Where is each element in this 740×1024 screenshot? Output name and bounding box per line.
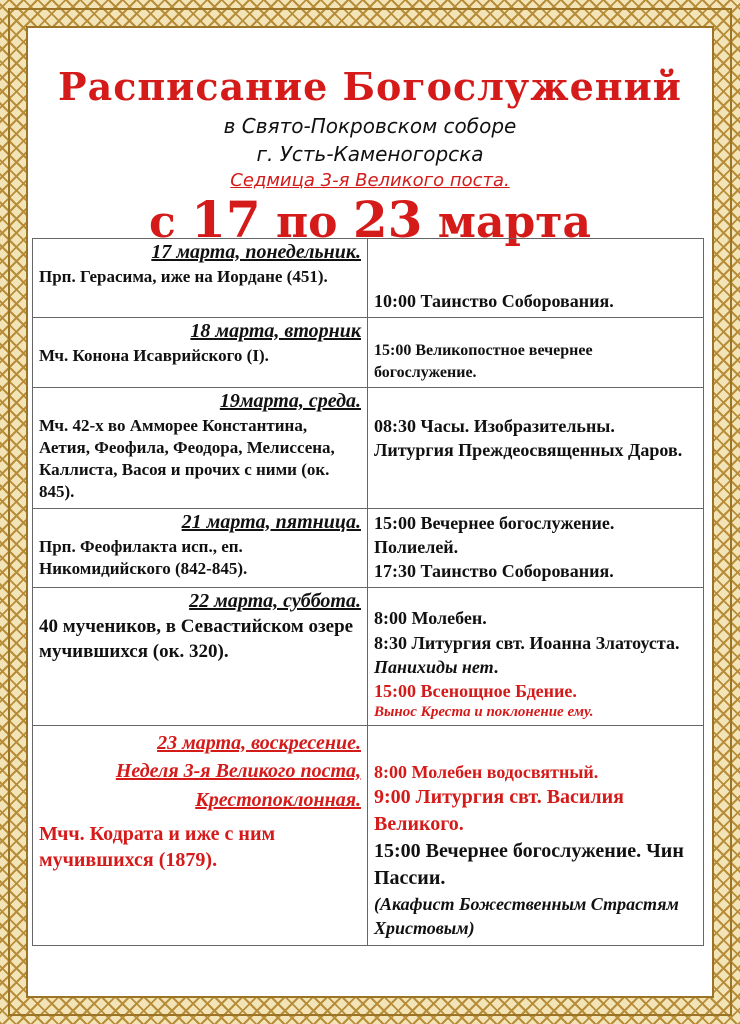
service-line: 15:00 Вечернее богослужение. Полиелей. [374, 512, 615, 557]
schedule-table [32, 238, 704, 946]
day-cell [33, 725, 368, 945]
service-line: Литургия Преждеосвященных Даров. [374, 440, 683, 461]
service-note: Вынос Креста и поклонение ему. [374, 703, 594, 720]
day-cell [33, 588, 368, 725]
service-line: 15:00 Всенощное Бдение. [374, 681, 577, 702]
day-label: 22 марта, суббота. [189, 590, 361, 613]
service-line: 8:00 Молебен водосвятный. [374, 761, 599, 782]
service-cell [368, 508, 704, 588]
service-line: 15:00 Великопостное вечернее богослужение. [374, 342, 593, 381]
week-heading: Седмица 3-я Великого поста. [230, 170, 510, 191]
no-panikhida-text: Панихиды нет [374, 657, 494, 678]
service-line: 10:00 Таинство Соборования. [374, 290, 614, 311]
day-label: 19марта, среда. [219, 390, 361, 413]
saint-commemoration: Мч. 42-х во Амморее Константина, Аетия, Феофила, Феодора, Мелиссена, Каллиста, Васоя и прочих с ними (ок. 845). [39, 416, 335, 502]
schedule-row [33, 588, 704, 725]
day-label: 23 марта, воскресение. [157, 731, 361, 754]
schedule-row [33, 725, 704, 945]
date-from: 17 [191, 190, 261, 249]
schedule-row [33, 239, 704, 318]
page-title: Расписание Богослужений [58, 64, 682, 109]
date-prefix: с [148, 197, 192, 248]
saint-commemoration: Мчч. Кодрата и иже с ним мучившихся (1879). [39, 822, 276, 871]
saint-commemoration: Прп. Феофилакта исп., еп. Никомидийского (842-845). [39, 536, 248, 578]
service-line [374, 631, 697, 680]
day-cell [33, 508, 368, 588]
saint-commemoration: Прп. Герасима, иже на Иордане (451). [39, 267, 328, 286]
service-line: 9:00 Литургия свт. Василия Великого. [374, 785, 624, 835]
service-cell [368, 588, 704, 725]
period-text: . [493, 657, 499, 678]
week-label: Неделя 3-я Великого поста, Крестопоклонная. [115, 759, 361, 811]
day-label: 17 марта, понедельник. [151, 241, 361, 263]
service-note: (Акафист Божественным Страстям Христовым) [374, 893, 679, 939]
day-cell [33, 239, 368, 318]
poster-content [26, 26, 714, 998]
date-month: марта [422, 197, 592, 248]
schedule-row [33, 388, 704, 508]
liturgy-text: 8:30 Литургия свт. Иоанна Златоуста. [374, 632, 680, 653]
service-cell [368, 239, 704, 318]
service-line: 15:00 Вечернее богослужение. Чин Пассии. [374, 839, 684, 889]
service-cell [368, 725, 704, 945]
service-line: 08:30 Часы. Изобразительны. [374, 416, 615, 437]
service-line: 17:30 Таинство Соборования. [374, 561, 614, 582]
church-name: в Свято-Покровском соборе [223, 114, 517, 138]
saint-commemoration: 40 мучеников, в Севастийском озере мучившихся (ок. 320). [39, 616, 354, 663]
day-cell [33, 388, 368, 508]
service-cell [368, 318, 704, 388]
service-cell [368, 388, 704, 508]
date-joiner: по [260, 197, 353, 248]
city-name: г. Усть-Каменогорска [256, 142, 484, 166]
date-to: 23 [352, 190, 423, 249]
service-line: 8:00 Молебен. [374, 608, 487, 629]
day-cell [33, 318, 368, 388]
schedule-row [33, 318, 704, 388]
schedule-row [33, 508, 704, 588]
saint-commemoration: Мч. Конона Исаврийского (I). [39, 346, 269, 365]
day-label: 18 марта, вторник [190, 320, 361, 342]
day-label: 21 марта, пятница. [181, 510, 361, 533]
